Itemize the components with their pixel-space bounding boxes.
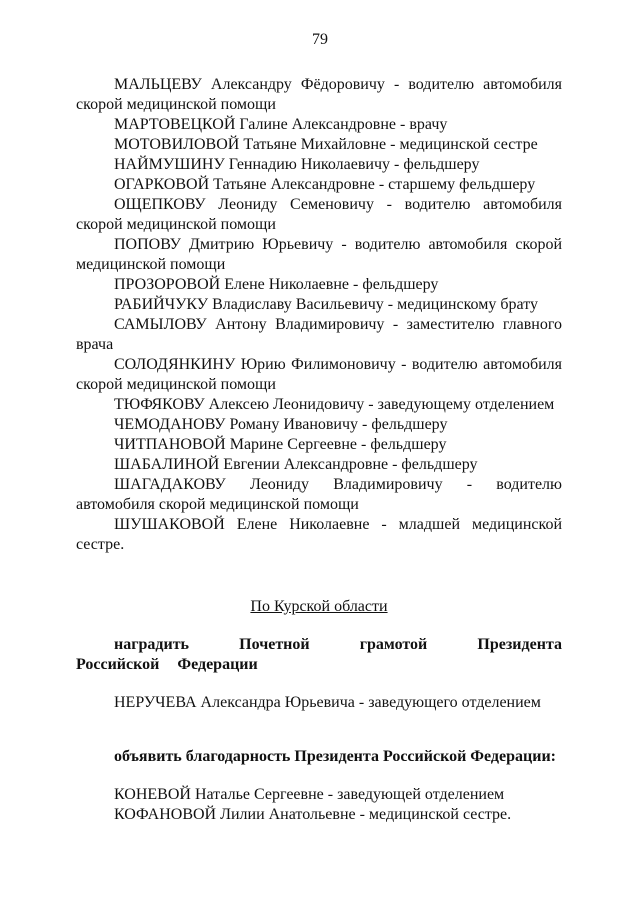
list-item: КОНЕВОЙ Наталье Сергеевне - заведующей отделением [114,786,505,803]
list-item: НАЙМУШИНУ Геннадию Николаевичу - фельдшеру [114,156,480,173]
list-item: СОЛОДЯНКИНУ Юрию Филимоновичу - водителю автомобиля скорой медицинской помощи [76,356,562,393]
list-item: ШУШАКОВОЙ Елене Николаевне - младшей медицинской сестре. [76,516,562,553]
spacer [76,767,562,785]
list-item: РАБИЙЧУКУ Владиславу Васильевичу - медицинскому брату [114,296,538,313]
list-item: ОЩЕПКОВУ Леониду Семеновичу - водителю автомобиля скорой медицинской помощи [76,196,562,233]
list-item: САМЫЛОВУ Антону Владимировичу - заместителю главного врача [76,316,562,353]
page-number: 79 [312,31,328,48]
region-heading: По Курской области [250,598,388,615]
list-item: ПОПОВУ Дмитрию Юрьевичу - водителю автомобиля скорой медицинской помощи [76,236,562,273]
list-item: МОТОВИЛОВОЙ Татьяне Михайловне - медицинской сестре [114,136,538,153]
list-item: ЧИТПАНОВОЙ Марине Сергеевне - фельдшеру [114,436,447,453]
list-item: МАРТОВЕЦКОЙ Галине Александровне - врачу [114,116,448,133]
list-item: ПРОЗОРОВОЙ Елене Николаевне - фельдшеру [114,276,439,293]
list-item: ОГАРКОВОЙ Татьяне Александровне - старшему фельдшеру [114,176,536,193]
list-item: ТЮФЯКОВУ Алексею Леонидовичу - заведующему отделением [114,396,555,413]
list-item: МАЛЬЦЕВУ Александру Фёдоровичу - водителю автомобиля скорой медицинской помощи [76,76,562,113]
list-item: ШАГАДАКОВУ Леониду Владимировичу - водителю автомобиля скорой медицинской помощи [76,476,562,513]
list-item: НЕРУЧЕВА Александра Юрьевича - заведующего отделением [114,694,541,711]
decision-heading: наградить Почетной грамотой Президента Российской Федерации [76,636,562,673]
decision-heading: объявить благодарность Президента Российской Федерации: [114,748,556,765]
list-item: КОФАНОВОЙ Лилии Анатольевне - медицинской сестре. [114,806,512,823]
spacer [76,675,562,693]
list-item: ЧЕМОДАНОВУ Роману Ивановичу - фельдшеру [114,416,448,433]
list-item: ШАБАЛИНОЙ Евгении Александровне - фельдшеру [114,456,478,473]
spacer [76,713,562,733]
document-body [76,75,562,825]
